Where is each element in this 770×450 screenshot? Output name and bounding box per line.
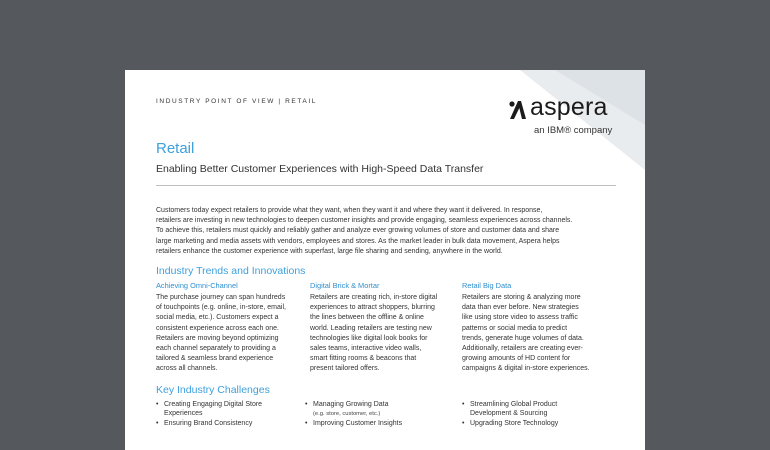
trend-line: Retailers are moving beyond optimizing bbox=[156, 334, 279, 342]
trend-line: The purchase journey can span hundreds bbox=[156, 294, 286, 301]
intro-line: large marketing and media assets with vendors, employees and stores. As the market leader in bulk data movement, Aspera helps bbox=[156, 237, 560, 245]
title-divider bbox=[156, 185, 616, 186]
trend-line: data than ever before. New strategies bbox=[462, 304, 579, 312]
trend-line: like using store video to assess traffic bbox=[462, 314, 578, 322]
trend-line: the lines between the offline & online bbox=[310, 314, 424, 322]
intro-paragraph bbox=[156, 206, 616, 257]
intro-line: Customers today expect retailers to provide what they want, when they want it and where they want it delivered. In response, bbox=[156, 207, 543, 214]
intro-line: retailers are investing in new technologies to deepen customer insights and provide engaging, seamless experiences across channels. bbox=[156, 217, 573, 225]
trend-line: growing amounts of HD content for bbox=[462, 355, 571, 363]
aspera-a-logo-icon bbox=[508, 99, 528, 121]
trend-body bbox=[462, 293, 610, 375]
trend-heading: Digital Brick & Mortar bbox=[310, 281, 380, 290]
trend-line: experiences to attract shoppers, blurring bbox=[310, 304, 435, 312]
trend-line: trends, generate huge volumes of data. bbox=[462, 334, 584, 342]
intro-line: retailers enhance the customer experience with superfast, large file sharing and sending, anywhere in the world. bbox=[156, 247, 503, 255]
trend-heading: Achieving Omni-Channel bbox=[156, 281, 238, 290]
trend-line: patterns or social media to predict bbox=[462, 324, 568, 332]
challenges-heading: Key Industry Challenges bbox=[156, 384, 270, 396]
intro-line: To achieve this, retailers must quickly and reliably gather and analyze ever growing volumes of store and customer data and share bbox=[156, 227, 560, 235]
challenge-item: • Managing Growing Data (e.g. store, customer, etc.) bbox=[305, 401, 389, 418]
trend-body bbox=[310, 293, 458, 375]
trend-line: world. Leading retailers are testing new bbox=[310, 324, 432, 332]
trend-line: consistent experience across each one. bbox=[156, 324, 279, 332]
challenge-item: • Ensuring Brand Consistency bbox=[156, 420, 252, 429]
challenge-item: • Creating Engaging Digital Store Experiences bbox=[156, 401, 262, 418]
trend-line: Retailers are storing & analyzing more bbox=[462, 294, 581, 301]
challenge-item: • Upgrading Store Technology bbox=[462, 420, 558, 429]
eyebrow-label: INDUSTRY POINT OF VIEW | RETAIL bbox=[156, 98, 317, 105]
trend-line: each channel separately to providing a bbox=[156, 345, 276, 353]
trend-line: across all channels. bbox=[156, 365, 218, 373]
logo-tagline: an IBM® company bbox=[534, 125, 613, 136]
trend-line: Retailers are creating rich, in-store digital bbox=[310, 294, 438, 301]
trend-line: of touchpoints (e.g. online, in-store, email, bbox=[156, 304, 286, 312]
page-subtitle: Enabling Better Customer Experiences with High-Speed Data Transfer bbox=[156, 163, 484, 175]
trend-line: present tailored offers. bbox=[310, 365, 380, 373]
trend-heading: Retail Big Data bbox=[462, 281, 512, 290]
trend-column-omni-channel bbox=[156, 281, 304, 375]
trend-line: sales teams, interactive video walls, bbox=[310, 345, 422, 353]
challenge-item: • Improving Customer Insights bbox=[305, 420, 402, 429]
trend-line: campaigns & digital in-store experiences. bbox=[462, 365, 590, 373]
trend-line: smart fitting rooms & beacons that bbox=[310, 355, 417, 363]
aspera-logo bbox=[508, 93, 618, 142]
document-page bbox=[125, 70, 645, 450]
trend-line: tailored & seamless brand experience bbox=[156, 355, 274, 363]
logo-wordmark: aspera bbox=[530, 93, 608, 121]
challenge-item: • Streamlining Global Product Development & Sourcing bbox=[462, 401, 557, 418]
trend-column-retail-big-data bbox=[462, 281, 610, 375]
page-title: Retail bbox=[156, 140, 195, 157]
trend-line: Additionally, retailers are creating ever- bbox=[462, 345, 583, 353]
trend-column-digital-brick-mortar bbox=[310, 281, 458, 375]
trend-line: technologies like digital look books for bbox=[310, 334, 428, 342]
trend-line: social media, etc.). Customers expect a bbox=[156, 314, 279, 322]
trend-body bbox=[156, 293, 304, 375]
trends-heading: Industry Trends and Innovations bbox=[156, 265, 306, 277]
